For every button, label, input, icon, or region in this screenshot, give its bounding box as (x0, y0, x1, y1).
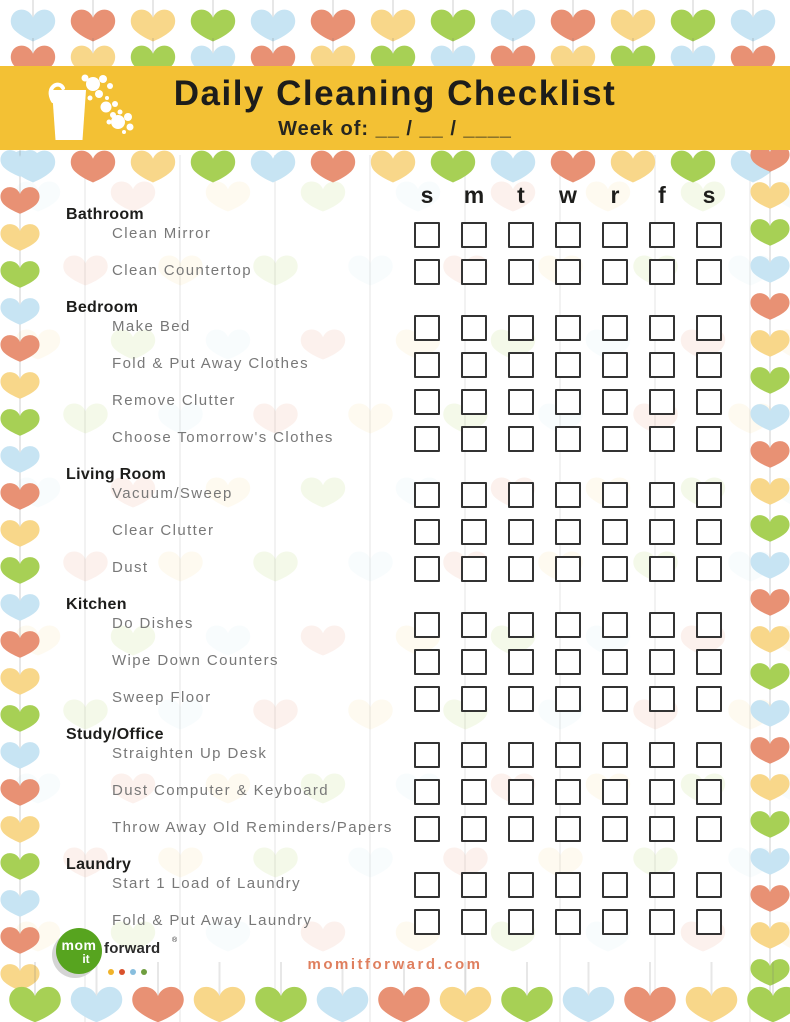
day-column-header: r (610, 182, 620, 208)
task-checkbox[interactable] (461, 742, 487, 768)
day-column-header: t (517, 182, 525, 208)
task-checkbox[interactable] (508, 556, 534, 582)
task-checkbox[interactable] (461, 389, 487, 415)
task-checkbox[interactable] (414, 556, 440, 582)
task-checkbox[interactable] (461, 259, 487, 285)
task-checkbox[interactable] (461, 315, 487, 341)
task-label: Dust Computer & Keyboard (112, 782, 330, 799)
task-checkbox[interactable] (508, 482, 534, 508)
task-checkbox[interactable] (555, 259, 581, 285)
task-checkbox[interactable] (696, 649, 722, 675)
task-checkbox[interactable] (508, 779, 534, 805)
task-checkbox[interactable] (555, 222, 581, 248)
task-checkbox[interactable] (414, 352, 440, 378)
task-checkbox[interactable] (649, 352, 675, 378)
task-checkbox[interactable] (555, 649, 581, 675)
task-checkbox[interactable] (696, 259, 722, 285)
task-checkbox[interactable] (461, 352, 487, 378)
week-of-label: Week of: __ / __ / ____ (278, 118, 512, 140)
day-column-header: f (658, 182, 666, 208)
task-checkbox[interactable] (555, 872, 581, 898)
task-checkbox[interactable] (555, 909, 581, 935)
logo-text-it: it (82, 952, 90, 966)
task-label: Make Bed (112, 318, 191, 335)
task-checkbox[interactable] (414, 816, 440, 842)
task-checkbox[interactable] (508, 742, 534, 768)
task-checkbox[interactable] (508, 872, 534, 898)
task-checkbox[interactable] (696, 686, 722, 712)
task-label: Choose Tomorrow's Clothes (112, 429, 334, 446)
task-checkbox[interactable] (555, 686, 581, 712)
task-checkbox[interactable] (414, 612, 440, 638)
task-checkbox[interactable] (602, 259, 628, 285)
task-label: Sweep Floor (112, 689, 212, 706)
task-checkbox[interactable] (461, 556, 487, 582)
task-checkbox[interactable] (414, 649, 440, 675)
task-checkbox[interactable] (555, 556, 581, 582)
task-checkbox[interactable] (461, 222, 487, 248)
task-checkbox[interactable] (696, 872, 722, 898)
logo-text-mom: mom (61, 937, 97, 953)
task-checkbox[interactable] (696, 519, 722, 545)
task-checkbox[interactable] (602, 742, 628, 768)
task-checkbox[interactable] (602, 612, 628, 638)
task-checkbox[interactable] (555, 816, 581, 842)
section-header: Laundry (66, 856, 132, 873)
task-checkbox[interactable] (602, 482, 628, 508)
cleaning-bucket-icon (40, 74, 140, 154)
task-label: Fold & Put Away Clothes (112, 355, 310, 372)
task-checkbox[interactable] (649, 612, 675, 638)
task-checkbox[interactable] (649, 556, 675, 582)
task-label: Fold & Put Away Laundry (112, 912, 313, 929)
page-title: Daily Cleaning Checklist (173, 74, 617, 113)
task-label: Straighten Up Desk (112, 745, 268, 762)
task-checkbox[interactable] (508, 816, 534, 842)
task-label: Dust (112, 559, 149, 576)
task-checkbox[interactable] (602, 222, 628, 248)
title-band (0, 66, 790, 150)
day-column-header: s (420, 182, 434, 208)
task-checkbox[interactable] (461, 686, 487, 712)
task-checkbox[interactable] (649, 519, 675, 545)
task-checkbox[interactable] (602, 556, 628, 582)
task-checkbox[interactable] (508, 389, 534, 415)
task-checkbox[interactable] (602, 816, 628, 842)
task-checkbox[interactable] (649, 222, 675, 248)
task-checkbox[interactable] (508, 649, 534, 675)
task-checkbox[interactable] (602, 649, 628, 675)
task-checkbox[interactable] (649, 816, 675, 842)
task-checkbox[interactable] (696, 426, 722, 452)
task-checkbox[interactable] (414, 872, 440, 898)
task-checkbox[interactable] (508, 909, 534, 935)
task-checkbox[interactable] (696, 315, 722, 341)
task-checkbox[interactable] (461, 426, 487, 452)
bubbles-icon (82, 75, 134, 135)
task-checkbox[interactable] (602, 519, 628, 545)
task-checkbox[interactable] (555, 426, 581, 452)
task-checkbox[interactable] (461, 612, 487, 638)
task-checkbox[interactable] (414, 519, 440, 545)
task-label: Clear Clutter (112, 522, 215, 539)
task-checkbox[interactable] (555, 779, 581, 805)
section-header: Bedroom (66, 299, 139, 316)
website-link[interactable]: momitforward.com (307, 956, 483, 973)
task-checkbox[interactable] (602, 872, 628, 898)
task-checkbox[interactable] (696, 222, 722, 248)
task-checkbox[interactable] (649, 742, 675, 768)
task-checkbox[interactable] (461, 909, 487, 935)
task-checkbox[interactable] (602, 426, 628, 452)
section-header: Kitchen (66, 596, 127, 613)
task-checkbox[interactable] (555, 315, 581, 341)
task-checkbox[interactable] (602, 779, 628, 805)
section-header: Living Room (66, 466, 167, 483)
task-checkbox[interactable] (649, 426, 675, 452)
task-checkbox[interactable] (461, 779, 487, 805)
task-checkbox[interactable] (508, 519, 534, 545)
task-checkbox[interactable] (414, 742, 440, 768)
task-label: Clean Mirror (112, 225, 212, 242)
task-checkbox[interactable] (461, 482, 487, 508)
task-label: Do Dishes (112, 615, 194, 632)
task-checkbox[interactable] (414, 315, 440, 341)
task-checkbox[interactable] (602, 389, 628, 415)
task-checkbox[interactable] (555, 612, 581, 638)
day-column-header: m (463, 182, 485, 208)
task-checkbox[interactable] (696, 389, 722, 415)
task-checkbox[interactable] (414, 686, 440, 712)
task-checkbox[interactable] (649, 259, 675, 285)
task-checkbox[interactable] (508, 222, 534, 248)
task-checkbox[interactable] (414, 259, 440, 285)
task-checkbox[interactable] (696, 816, 722, 842)
task-checkbox[interactable] (696, 556, 722, 582)
task-checkbox[interactable] (414, 482, 440, 508)
task-label: Clean Countertop (112, 262, 252, 279)
task-checkbox[interactable] (414, 909, 440, 935)
task-checkbox[interactable] (461, 519, 487, 545)
task-label: Start 1 Load of Laundry (112, 875, 301, 892)
task-checkbox[interactable] (508, 259, 534, 285)
task-checkbox[interactable] (414, 389, 440, 415)
task-checkbox[interactable] (602, 686, 628, 712)
section-header: Study/Office (66, 726, 164, 743)
task-checkbox[interactable] (461, 872, 487, 898)
task-checkbox[interactable] (602, 315, 628, 341)
day-column-header: w (559, 182, 577, 208)
task-checkbox[interactable] (649, 686, 675, 712)
task-label: Throw Away Old Reminders/Papers (112, 819, 393, 836)
day-column-header: s (702, 182, 716, 208)
task-checkbox[interactable] (414, 779, 440, 805)
task-checkbox[interactable] (649, 872, 675, 898)
task-checkbox[interactable] (602, 352, 628, 378)
task-checkbox[interactable] (649, 389, 675, 415)
task-checkbox[interactable] (461, 816, 487, 842)
task-checkbox[interactable] (696, 909, 722, 935)
task-checkbox[interactable] (508, 612, 534, 638)
task-checkbox[interactable] (649, 779, 675, 805)
task-checkbox[interactable] (602, 909, 628, 935)
task-checkbox[interactable] (508, 315, 534, 341)
task-checkbox[interactable] (508, 686, 534, 712)
task-checkbox[interactable] (508, 426, 534, 452)
task-label: Wipe Down Counters (112, 652, 279, 669)
task-checkbox[interactable] (649, 909, 675, 935)
logo-wordmark: forward (104, 940, 161, 957)
task-checkbox[interactable] (696, 482, 722, 508)
task-checkbox[interactable] (414, 426, 440, 452)
task-checkbox[interactable] (555, 482, 581, 508)
task-checkbox[interactable] (555, 352, 581, 378)
task-checkbox[interactable] (555, 742, 581, 768)
task-checkbox[interactable] (649, 482, 675, 508)
section-header: Bathroom (66, 206, 144, 223)
task-label: Vacuum/Sweep (112, 485, 233, 502)
task-checkbox[interactable] (696, 352, 722, 378)
task-checkbox[interactable] (696, 742, 722, 768)
task-checkbox[interactable] (508, 352, 534, 378)
registered-mark-icon: ® (172, 937, 178, 944)
task-label: Remove Clutter (112, 392, 236, 409)
task-checkbox[interactable] (461, 649, 487, 675)
task-checkbox[interactable] (555, 389, 581, 415)
task-checkbox[interactable] (696, 779, 722, 805)
task-checkbox[interactable] (696, 612, 722, 638)
task-checkbox[interactable] (649, 649, 675, 675)
task-checkbox[interactable] (414, 222, 440, 248)
task-checkbox[interactable] (555, 519, 581, 545)
task-checkbox[interactable] (649, 315, 675, 341)
